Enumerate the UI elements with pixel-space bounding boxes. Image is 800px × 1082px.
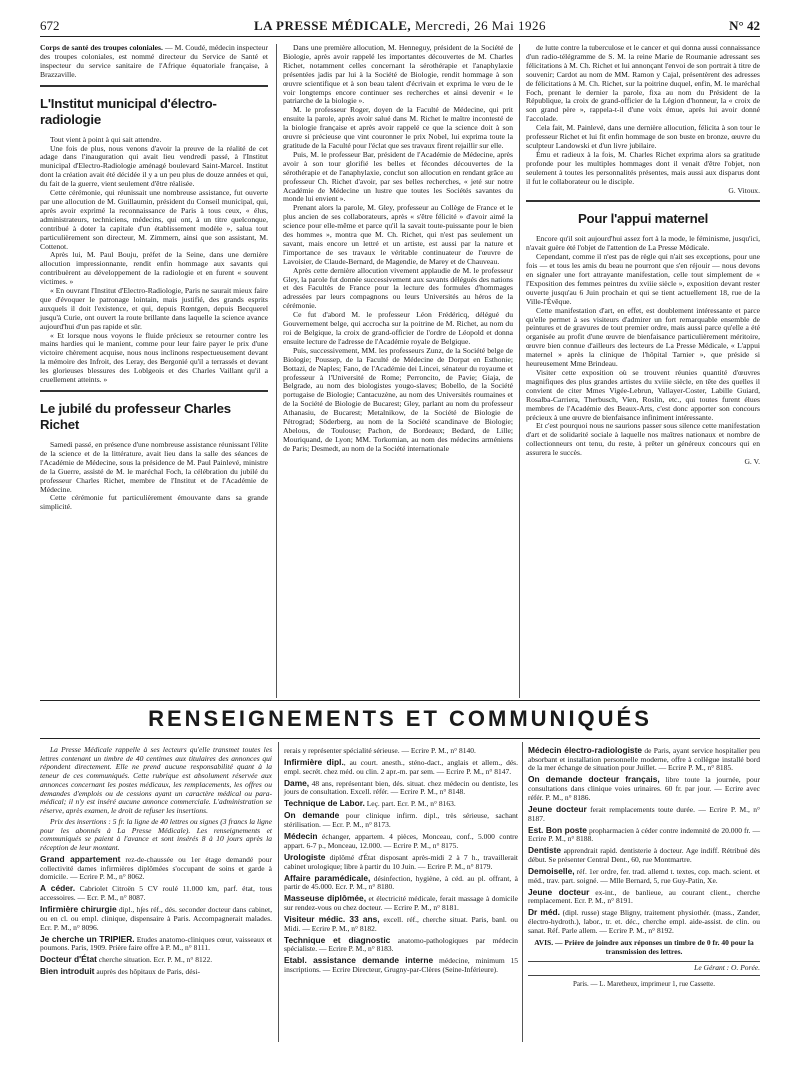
author-signature: G. V. bbox=[744, 457, 760, 467]
paragraph: Dans une première allocution, M. Henneguy, président de la Société de Biologie, après avoir rappelé les importantes découvertes de M. Charles Richet, notamment celles concernant la sérothérapie et l'anaphylaxie présentées jadis par lui à la Société de Biologie, rendit hommage à son œuvre scientifique et à son beau talent d'écrivain et exprima le vœu de le voir longtemps encore continuer ses recherches et ainsi devenir « le patriarche de la biologie ». bbox=[283, 43, 513, 106]
ad-lead: Demoiselle, bbox=[528, 865, 575, 876]
page-number: 672 bbox=[40, 18, 60, 33]
masthead bbox=[40, 16, 760, 36]
classifieds-notice: La Presse Médicale rappelle à ses lecteurs qu'elle transmet toutes les lettres contenant un timbre de 40 centimes aux titulaires des annonces qui répondent directement. Elle ne prend aucune responsabilité quant à la teneur de ces communiqués. Cette rubrique est absolument réservée aux annonces concernant les postes médicaux, les remplacements, les offres ou demandes d'emplois ou de cessions ayant un caractère médical ou para-médical; il n'y est inséré aucune annonce commerciale. L'administration se réserve, après examen, le droit de refuser les insertions. bbox=[40, 745, 272, 815]
column-2 bbox=[283, 44, 513, 454]
paragraph: Cependant, comme il n'est pas de règle qui n'ait ses exceptions, pour une fois — et tous les amis du beau ne pourront que s'en réjouir — nous devons en signaler une fort attrayante manifestation, celle tout simplement de « l'Exposition des femmes peintres du xviiie siècle », exposition devant rester ouverte jusqu'au 6 Juin prochain et qui se tient actuellement 18, rue de la Ville-l'Évêque. bbox=[526, 252, 760, 306]
gerant-line: Le Gérant : O. Porée. bbox=[528, 961, 760, 976]
ad-text: désinfection, hygiène, à céd. au pl. offrant, à partir de 45.000. Ecr. P. M., n° 8180. bbox=[284, 873, 518, 892]
column-1 bbox=[40, 44, 268, 512]
paragraph: « En ouvrant l'Institut d'Electro-Radiologie, Paris ne saurait mieux faire que d'évoquer le patronage lointain, mais justifié, des grands esprits auxquels il doit l'existence, et qui, depuis Rœntgen, depuis Becquerel jusqu'à Curie, ont ouvert la route brillante dans laquelle la science avance aujourd'hui d'un pas rapide et sûr. bbox=[40, 286, 268, 331]
ad-text: excell. réf., cherche situat. Paris, banl. ou Midi. — Ecrire P. M., n° 8182. bbox=[284, 914, 519, 933]
classified-ad bbox=[528, 775, 760, 802]
ad-text: ex-int., de banlieue, au courant client., cherche remplacement. Ecr. P. M., n° 8191. bbox=[528, 887, 760, 906]
ad-text: diplômé d'État disposant après-midi 2 à 7 h., travaillerait cabinet urologique; libre à partir du 10 Juin. — Ecrire P. M., n° 8179. bbox=[284, 852, 518, 871]
classified-ad bbox=[40, 855, 272, 882]
classified-ad bbox=[284, 936, 518, 954]
paragraph: Après lui, M. Paul Bouju, préfet de la Seine, dans une dernière allocution impressionnante, rendit enfin hommage aux savants qui contribuèrent au développement de la radiologie et en furent « souvent victimes. » bbox=[40, 250, 268, 287]
avis-notice: AVIS. — Prière de joindre aux réponses un timbre de 0 fr. 40 pour la transmission des lettres. bbox=[534, 938, 754, 957]
classified-ad bbox=[284, 746, 518, 756]
paragraph: Visiter cette exposition où se trouvent réunies quantité d'œuvres magnifiques des plus grandes artistes du xviiie siècle, en tête des quelles il convient de citer Mmes Vigée-Lebrun, Vallayer-Coster, Labille Guiard, Rosalba-Carriera, Therbusch, Vien, Roslin, etc., qui toutes furent élues membres de l'Académie des Beaux-Arts, c'est donc apporter son concours précieux à une œuvre de bienfaisance infiniment intéressante. bbox=[526, 368, 760, 422]
paragraph: Cette cérémonie, qui réunissait une nombreuse assistance, fut ouverte par une allocution de M. Guillaumin, président du Conseil municipal, qui, après avoir exprimé la reconnaissance de Paris à tous ceux, « élus, administrateurs, techniciens, médecins, qui ont, à un titre quelconque, contribué à doter la capitale d'un établissement modèle », salua tout particulièrement son directeur, M. Zimmern, ainsi que son assistant, M. Cottenot. bbox=[40, 188, 268, 251]
classifieds-column-2 bbox=[284, 746, 518, 977]
ad-text: , au court. anesth., sténo-dact., anglais et allem., dés. empl. secrét. chez méd. ou clin. 2 apr.-m. par sem. — Ecrire P. M., n° 8147. bbox=[284, 758, 518, 776]
classified-ad bbox=[528, 826, 760, 844]
insertion-prices: Prix des insertions : 5 fr. la ligne de 40 lettres ou signes (3 francs la ligne pour les abonnés à La Presse Médicale). Les renseignements et communiqués se paient à l'avance et sont insérés 8 à 10 jours après la réception de leur montant. bbox=[40, 816, 272, 853]
ad-text: libre toute la journée, pour consultations dans clinique voies urinaires. 60 fr. par jour. — Ecrire avec référ. P. M., n° 8186. bbox=[528, 775, 760, 802]
classified-ad bbox=[284, 758, 518, 776]
classifieds-column-1 bbox=[40, 746, 272, 979]
ad-lead: Dame, bbox=[284, 777, 310, 788]
classified-ad bbox=[284, 853, 518, 871]
ad-lead: Etabl. assistance demande interne bbox=[284, 955, 434, 966]
ad-lead: Dr méd. bbox=[528, 907, 560, 918]
corps-notice bbox=[40, 44, 268, 80]
ad-text: Leç. part. Ecr. P. M., n° 8163. bbox=[364, 799, 456, 809]
ad-lead: Urologiste bbox=[284, 851, 326, 862]
corps-text: — M. Coudé, médecin inspecteur des troupes coloniales, est nommé directeur du Service de Santé et inspecteur du service sanitaire de l'Afrique équatoriale française, à Brazzaville. bbox=[40, 43, 268, 79]
jubile-continued bbox=[283, 44, 513, 454]
ad-text: rerais y représenter spécialité sérieuse. — Ecrire P. M., n° 8140. bbox=[284, 746, 476, 755]
ads-list-2 bbox=[284, 746, 518, 975]
classified-ad bbox=[284, 799, 518, 809]
header-rule bbox=[40, 36, 760, 37]
ad-lead: Médecin bbox=[284, 831, 318, 842]
paragraph: Une fois de plus, nous venons d'avoir la preuve de la réalité de cet adage dans l'inauguration qui avait lieu vendredi passé, à l'Institut municipal d'Electro-Radiologie aménagé boulevard Saint-Marcel. Institut dont la création avait été décidée il y a un peu plus de douze années et qui, du fait de la guerre, vient seulement d'être réalisée. bbox=[40, 143, 268, 189]
institut-heading: L'Institut municipal d'électro-radiologie bbox=[40, 95, 217, 127]
jubile-conclusion bbox=[526, 44, 760, 187]
paragraph: Tout vient à point à qui sait attendre. bbox=[50, 134, 162, 144]
ad-lead: Technique de Labor. bbox=[284, 798, 365, 809]
ad-text: 48 ans, représentant bien, dés. situat. chez médecin ou dentiste, les jours de consultation. Excell. référ. — Ecrire P. M., n° 8148. bbox=[284, 778, 518, 797]
ad-text: anatomo-pathologiques par médecin spécialiste. — Ecrire P. M., n° 8183. bbox=[284, 935, 518, 954]
ad-lead: Bien introduit bbox=[40, 966, 95, 977]
classified-ad bbox=[284, 779, 518, 797]
institut-article bbox=[40, 136, 268, 385]
ad-lead: On demande docteur français, bbox=[528, 774, 660, 785]
ad-text: propharmacien à céder contre indemnité de 20.000 fr. — Ecrire P. M., n° 8188. bbox=[528, 825, 760, 844]
ad-text: apprendrait rapid. dentisterie à docteur. Age indiff. Rétribué dès début. Se présenter Central Dent., 60, rue Montmartre. bbox=[528, 846, 760, 864]
column-rule bbox=[519, 44, 520, 698]
ad-text: auprès des hôpitaux de Paris, dési- bbox=[94, 967, 201, 977]
ad-text: de Paris, ayant service hospitalier peu absorbant et installation personnelle moderne, offre à collègue installé bord de la mer échange de situation pour Juillet. — Ecrire P. M., n° 8185. bbox=[528, 746, 761, 773]
ad-lead: Masseuse diplômée, bbox=[284, 893, 367, 904]
ad-lead: Infirmière dipl. bbox=[284, 757, 344, 767]
section-divider bbox=[526, 200, 760, 202]
classified-ad bbox=[528, 888, 760, 906]
section-divider bbox=[40, 85, 268, 87]
appui-article bbox=[526, 235, 760, 458]
classified-ad bbox=[284, 874, 518, 892]
paragraph: Cette cérémonie fut particulièrement émouvante dans sa grande simplicité. bbox=[40, 493, 268, 512]
paragraph: Encore qu'il soit aujourd'hui assez fort à la mode, le féminisme, jusqu'ici, n'avait guère été l'objet de l'attention de La Presse Médicale. bbox=[526, 234, 760, 253]
banner-rule-top bbox=[40, 700, 760, 701]
ad-lead: On demande bbox=[284, 810, 340, 821]
paragraph: M. le professeur Roger, doyen de la Faculté de Médecine, qui prit ensuite la parole, après avoir salué dans M. Richet le maître incontesté de la biologie française et après avoir rappelé ce que la science doit à son œuvre si précieuse que vint couronner le prix Nobel, lui exprima toute la gratitude de la Faculté pour l'éclat que ses travaux firent rejaillir sur elle. bbox=[283, 105, 513, 150]
jubile-article bbox=[40, 441, 268, 512]
issue-date: Mercredi, 26 Mai 1926 bbox=[414, 18, 547, 33]
classified-ad bbox=[528, 846, 760, 864]
classified-ad bbox=[528, 908, 760, 935]
ad-lead: Affaire paramédicale, bbox=[284, 872, 371, 883]
ad-lead: Je cherche un TRIPIER. bbox=[40, 933, 135, 944]
ad-text: (dipl. russe) stage Bligny, traitement physiothér. (mass., Zander, électro-hydroth.), labor., tr. et. déc., cherche empl. aide-assist. de clin. ou sanat. Réf. Parle allem. — Ecrire P. M., n° 8192. bbox=[528, 908, 760, 935]
author-signature: G. Vitoux. bbox=[728, 185, 760, 195]
paragraph: « Et lorsque nous voyons le fluide précieux se retourner contre les mains hardies qui le manient, comme pour leur faire payer le prix d'une victoire chèrement acquise, nous nous inclinons respectueusement devant la mémoire des Infroit, des Leray, des Bergonié qu'il a terrassés et devant les glorieuses blessures des Loblgeois et des Charles Vaillant qu'il a cruellement atteints. » bbox=[40, 330, 268, 385]
ad-lead: Dentiste bbox=[528, 845, 562, 856]
paragraph: Puis, M. le professeur Bar, président de l'Académie de Médecine, après avoir à son tour glorifié les belles et fécondes découvertes de la sérothérapie et de l'anaphylaxie, conclut son allocution en rendant grâce au professeur Ch. Richet d'avoir, par ses belles recherches, « jeté sur notre Académie de Médecine un lustre que toutes les Sociétés savantes du monde lui envient ». bbox=[283, 149, 513, 204]
paragraph: Après cette dernière allocution vivement applaudie de M. le professeur Gley, la parole fut donnée successivement aux savants délégués des nations et des Facultés de France pour la lecture des formules d'hommages adressées par leurs compagnons ou leurs Universités au héros de la cérémonie. bbox=[283, 265, 513, 311]
classified-ad bbox=[40, 935, 272, 953]
classified-ad bbox=[284, 915, 518, 933]
banner-rule-bottom bbox=[40, 738, 760, 739]
jubile-heading: Le jubilé du professeur Charles Richet bbox=[40, 401, 231, 432]
ad-text: Cabriolet Citroën 5 CV roulé 11.000 km, parf. état, tous accessoires. — Ecr. P. M., n° 8087. bbox=[40, 884, 273, 903]
ad-lead: A céder. bbox=[40, 883, 76, 894]
classified-ad bbox=[528, 805, 760, 823]
ad-lead: Visiteur médic. 33 ans, bbox=[284, 913, 380, 924]
ad-text: dipl., h∫es réf., dés. seconder docteur dans cabinet, ou en cl. ou empl. clinique, dispensaire à Paris. Accompagnerait malades. Ecr. P. M., n° 8096. bbox=[40, 905, 273, 932]
paragraph: de lutte contre la tuberculose et le cancer et qui donna aussi connaissance d'un radio-télégramme de S. M. la reine Marie de Roumanie adressant ses félicitations à M. Ch. Richet et lui annonçant l'envoi de son portrait à titre de souvenir; Cardot au nom de MM. Ramon y Cajal, présentèrent des adresses de félicitations à M. Ch. Richet, sur la poitrine duquel, enfin, M. le maréchal Foch, prenant le dernier la parole, fixa au nom du Président de la République, la croix de grand-officier de la Légion d'honneur, la « croix de son grand père », rappela-t-il d'une voix émue, après lui avoir donné l'accolade. bbox=[526, 43, 760, 124]
ad-lead: Docteur d'État bbox=[40, 954, 97, 965]
column-rule bbox=[276, 44, 277, 698]
column-rule bbox=[278, 742, 279, 1042]
paragraph: Et c'est pourquoi nous ne saurions passer sous silence cette manifestation d'art et de solidarité sociale à laquelle nos maîtres nationaux et nombre de collectionneurs ont tenu, du reste, à prêter un généreux concours qui en assurera le succès. bbox=[526, 421, 760, 458]
paragraph: Cela fait, M. Painlevé, dans une dernière allocution, félicita à son tour le professeur Richet et lui fit enfin hommage de son buste en bronze, œuvre du sculpteur Landowski et d'un livre jubilaire. bbox=[526, 123, 760, 150]
ad-text: et électricité médicale, ferait massage à domicile sur rendez-vous ou chez docteur. — Ecrire P. M., n° 8181. bbox=[284, 894, 518, 912]
paragraph: Puis, successivement, MM. les professeurs Zunz, de la Société belge de Biologie; Poussep, de la Faculté de Médecine de Dorpat en Esthonie; Bottazi, de Naples; Fano, de l'Académie dei Lincei, sénateur du royaume et professeur à l'Université de Rome; Perroncito, de Pavie; Giaja, de Belgrade, au nom des biologistes yougo-slaves; Bobello, de la Société portugaise de Biologie; Cantacuzène, au nom des Universités roumaines et de la Société de Biologie de Bucarest; Gley, parlant au nom du professeur Athanasiu, de Bucarest; Metalnikow, de la Société de Biologie de Pétrograd; Söderberg, au nom de la Société scandinave de Biologie; Abelous, de Toulouse; Pachon, de Bordeaux; Bedard, de Lille; Mouriquand, de Lyon; MM. Torkomian, au nom des médecins arméniens de Paris; Desmedt, au nom de la Société internationale bbox=[283, 345, 513, 453]
section-divider bbox=[40, 390, 268, 392]
classified-ad bbox=[528, 867, 760, 885]
ad-lead: Infirmière chirurgie bbox=[40, 904, 117, 915]
ads-list-1 bbox=[40, 855, 272, 977]
classified-ad bbox=[40, 905, 272, 932]
paragraph: Samedi passé, en présence d'une nombreuse assistance réunissant l'élite de la science et de la littérature, avait lieu dans la salle des séances de l'Académie de Médecine, sous la présidence de M. Paul Painlevé, ministre de la Guerre, assisté de M. le maréchal Foch, la célébration du jubilé du professeur Charles Richet, membre de l'Institut et de l'Académie de Médecine. bbox=[40, 440, 268, 494]
ad-lead: Jeune docteur bbox=[528, 886, 590, 897]
ad-lead: Médecin électro-radiologiste bbox=[528, 745, 643, 755]
appui-heading: Pour l'appui maternel bbox=[577, 211, 709, 227]
paragraph: Ému et radieux à la fois, M. Charles Richet exprima alors sa gratitude profonde pour les multiples hommages dont il venait d'être l'objet, non seulement à toutes les personnalités présentes, mais aussi aux disparus dont il fut le collaborateur ou le disciple. bbox=[526, 149, 760, 186]
ad-text: médecine, minimum 15 inscriptions. — Ecrire Directeur, Grugny-par-Clères (Seine-Inférieure). bbox=[284, 956, 518, 975]
journal-name: LA PRESSE MÉDICALE, bbox=[253, 18, 412, 33]
ad-text: réf. 1er ordre, fer. trad. allemd t. textes, cop. mach. scient. et méd., trav. part. soigné. — Mlle Bernard, 5, rue Guy-Patin, Xe. bbox=[528, 866, 760, 885]
paragraph: Prenant alors la parole, M. Gley, professeur au Collège de France et le plus ancien de ses collaborateurs, après « s'être félicité » d'avoir aimé la science pour elle-même et parce qu'il la savait toute-puissante pour le bien des hommes », montra que M. Ch. Richet, qui n'est pas seulement un savant, mais encore un lettré et un artiste, est aussi par la nature et l'importance de ses travaux le véritable continuateur de l'œuvre de Lavoisier, de Claude-Bernard, de Magendie, de Marey et de Chauveau. bbox=[283, 203, 513, 266]
ad-lead: Jeune docteur bbox=[528, 803, 587, 814]
printer-line: Paris. — L. Maretheux, imprimeur 1, rue Cassette. bbox=[573, 979, 715, 988]
column-rule bbox=[522, 742, 523, 1042]
ad-lead: Technique et diagnostic bbox=[284, 934, 391, 945]
classified-ad bbox=[528, 746, 760, 773]
ad-lead: Est. Bon poste bbox=[528, 824, 587, 835]
issue-number: N° 42 bbox=[729, 18, 760, 33]
running-header bbox=[40, 16, 760, 36]
classified-ad bbox=[40, 967, 272, 977]
classified-ad bbox=[284, 956, 518, 974]
corps-title: Corps de santé des troupes coloniales. bbox=[40, 43, 163, 52]
ad-text: rez-de-chaussée ou 1er étage demandé pour collectivité dames infirmières diplômées s'occupant de soins et garde à domicile. — Ecrire P. M., n° 8062. bbox=[40, 855, 272, 882]
ad-text: pour clinique infirm. dipl., très sérieuse, sachant stérilisation. — Ecr. P. M., n° 8173. bbox=[284, 811, 519, 830]
classifieds-column-3 bbox=[528, 746, 760, 991]
classified-ad bbox=[284, 894, 518, 912]
ads-list-3 bbox=[528, 746, 760, 935]
ad-text: Etudes anatomo-cliniques cœur, vaisseaux et poumons. Paris, 1909. Prière faire offre à P. M., n° 8111. bbox=[40, 934, 273, 953]
classified-ad bbox=[284, 811, 518, 829]
classified-ad bbox=[40, 955, 272, 965]
ad-text: cherche situation. Ecr. P. M., n° 8122. bbox=[96, 955, 213, 965]
ad-text: échanger, appartem. 4 pièces, Monceau, conf., 5.000 contre appart. 6-7 p., Monceau, 12.000. — Ecrire P. M., n° 8175. bbox=[284, 832, 518, 850]
column-3 bbox=[526, 44, 760, 467]
classified-ad bbox=[40, 884, 272, 902]
paragraph: Cette manifestation d'art, en effet, est doublement intéressante et parce qu'elle permet à ses visiteurs d'admirer un fort remarquable ensemble de peintures et de gravures de tout premier ordre, mais aussi parce qu'elle a été organisée au profit d'une œuvre de bienfaisance particulièrement méritoire, œuvre bien connue d'ailleurs des lecteurs de La Presse Médicale, « L'appui maternel » après la clinique de l'hôpital Tarnier », que préside si heureusement Mme Brindeau. bbox=[526, 305, 760, 369]
classified-ad bbox=[284, 832, 518, 850]
paragraph: Ce fut d'abord M. le professeur Léon Frédéricq, délégué du Gouvernement belge, qui accrocha sur la poitrine de M. Richet, au nom du roi de Belgique, la croix de grand-officier de l'ordre de Léopold et donna ensuite lecture de l'adresse de l'Académie royale de Belgique. bbox=[283, 310, 513, 346]
communiques-banner: RENSEIGNEMENTS ET COMMUNIQUÉS bbox=[148, 706, 652, 731]
ad-lead: Grand appartement bbox=[40, 854, 121, 865]
ad-text: ferait remplacements toute durée. — Ecrire P. M., n° 8187. bbox=[528, 804, 760, 823]
